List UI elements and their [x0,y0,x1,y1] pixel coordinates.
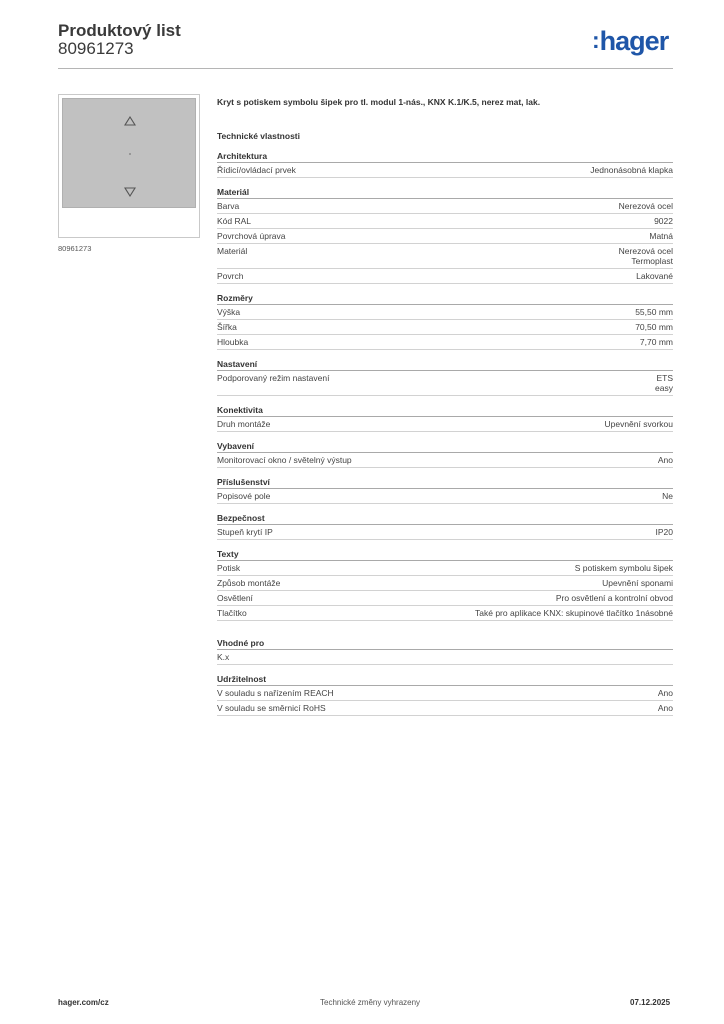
spec-value-line: 55,50 mm [635,307,673,317]
header-divider [58,68,673,69]
page-title: Produktový list [58,21,181,40]
spec-row [217,417,673,432]
spec-row [217,576,673,591]
spec-value [619,246,673,266]
spec-section [217,673,673,716]
spec-label: Povrch [217,271,244,281]
specifications-table [217,150,673,724]
logo-text: hager [599,26,669,56]
center-dot [129,153,131,155]
spec-row [217,229,673,244]
spec-value-line: ETS [656,373,673,383]
spec-value-line: Ne [662,491,673,501]
spec-section [217,186,673,284]
spec-label: Materiál [217,246,248,256]
spec-section [217,358,673,396]
spec-value [649,231,673,241]
spec-row [217,591,673,606]
product-description: Kryt s potiskem symbolu šipek pro tl. modul 1-nás., KNX K.1/K.5, nerez mat, lak. [217,97,541,107]
spec-label: Kód RAL [217,216,252,226]
spec-row [217,214,673,229]
spec-value-line: 70,50 mm [635,322,673,332]
spec-value [655,373,673,393]
spec-value-line: Také pro aplikace KNX: skupinové tlačítko 1násobné [475,608,673,618]
spec-value [575,563,673,573]
section-title: Příslušenství [217,476,673,489]
spec-value-line: easy [655,383,673,393]
spec-label: Způsob montáže [217,578,281,588]
spec-label: Výška [217,307,241,317]
spec-row [217,701,673,716]
spec-row [217,335,673,350]
spec-row [217,525,673,540]
section-title: Nastavení [217,358,673,371]
image-caption: 80961273 [58,244,92,253]
section-title: Konektivita [217,404,673,417]
spec-value [656,527,674,537]
spec-value-line: Upevnění svorkou [604,419,673,429]
spec-value [635,322,673,332]
section-title: Vhodné pro [217,637,673,650]
spec-label: Potisk [217,563,241,573]
spec-label: Barva [217,201,240,211]
spec-value [662,491,673,501]
spec-section [217,292,673,350]
spec-row [217,453,673,468]
spec-value-line: Ano [657,455,673,465]
arrow-down-icon [125,188,135,196]
spec-value [475,608,673,618]
spec-value [640,337,673,347]
technical-properties-heading: Technické vlastnosti [217,131,300,141]
spec-value-line: Nerezová ocel [618,201,673,211]
spec-value-line: Termoplast [631,256,673,266]
footer-website: hager.com/cz [58,998,109,1007]
spec-label: Popisové pole [217,491,271,501]
spec-label: Tlačítko [217,608,247,618]
spec-row [217,489,673,504]
section-title: Materiál [217,186,673,199]
spec-label: Šířka [217,322,237,332]
spec-row [217,686,673,701]
footer-date: 07.12.2025 [630,998,671,1007]
spec-value [636,271,673,281]
spec-label: Podporovaný režim nastavení [217,373,330,383]
spec-value [654,216,673,226]
spec-value [604,419,673,429]
spec-label: V souladu se směrnicí RoHS [217,703,326,713]
spec-value [602,578,673,588]
spec-row [217,163,673,178]
spec-section [217,548,673,621]
spec-value [556,593,673,603]
spec-section [217,512,673,540]
spec-label: V souladu s nařízením REACH [217,688,334,698]
section-title: Udržitelnost [217,673,673,686]
spec-label: Stupeň krytí IP [217,527,273,537]
spec-value-line: Nerezová ocel [618,246,673,256]
spec-value-line: Lakované [636,271,673,281]
spec-value-line: Matná [649,231,673,241]
spec-label: Osvětlení [217,593,253,603]
footer-notice: Technické změny vyhrazeny [320,998,421,1007]
spec-row [217,650,673,665]
spec-label: Řídicí/ovládací prvek [217,165,296,175]
spec-value-line: Ano [657,688,673,698]
spec-value-line: S potiskem symbolu šipek [574,563,673,573]
section-title: Architektura [217,150,673,163]
spec-value-line: IP20 [655,527,673,537]
spec-value [658,455,673,465]
spec-label: Druh montáže [217,419,271,429]
spec-value [658,688,673,698]
spec-value [635,307,673,317]
spec-row [217,305,673,320]
spec-value-line: Pro osvětlení a kontrolní obvod [555,593,673,603]
spec-label: Monitorovací okno / světelný výstup [217,455,352,465]
spec-section [217,150,673,178]
spec-row [217,606,673,621]
spec-value-line [671,652,673,662]
arrow-up-icon [125,117,135,125]
section-title: Bezpečnost [217,512,673,525]
spec-value-line: 7,70 mm [639,337,673,347]
spec-value-line: Upevnění sponami [602,578,673,588]
spec-row [217,371,673,396]
spec-value [619,201,673,211]
spec-label: K.x [217,652,230,662]
spec-value [671,652,673,662]
section-title: Vybavení [217,440,673,453]
product-image [58,94,200,238]
spec-label: Povrchová úprava [217,231,286,241]
product-code: 80961273 [58,39,134,58]
spec-section [217,440,673,468]
spec-label: Hloubka [217,337,249,347]
spec-section [217,404,673,432]
spec-value [590,165,673,175]
spec-row [217,244,673,269]
spec-value [658,703,673,713]
spec-section [217,476,673,504]
hager-logo: :hager [592,26,669,56]
spec-value-line: 9022 [654,216,673,226]
cover-plate-image [62,98,196,208]
spec-row [217,199,673,214]
spec-value-line: Jednonásobná klapka [590,165,673,175]
section-title: Texty [217,548,673,561]
spec-value-line: Ano [657,703,673,713]
spec-section [217,637,673,665]
spec-row [217,320,673,335]
spec-row [217,561,673,576]
spec-row [217,269,673,284]
section-title: Rozměry [217,292,673,305]
